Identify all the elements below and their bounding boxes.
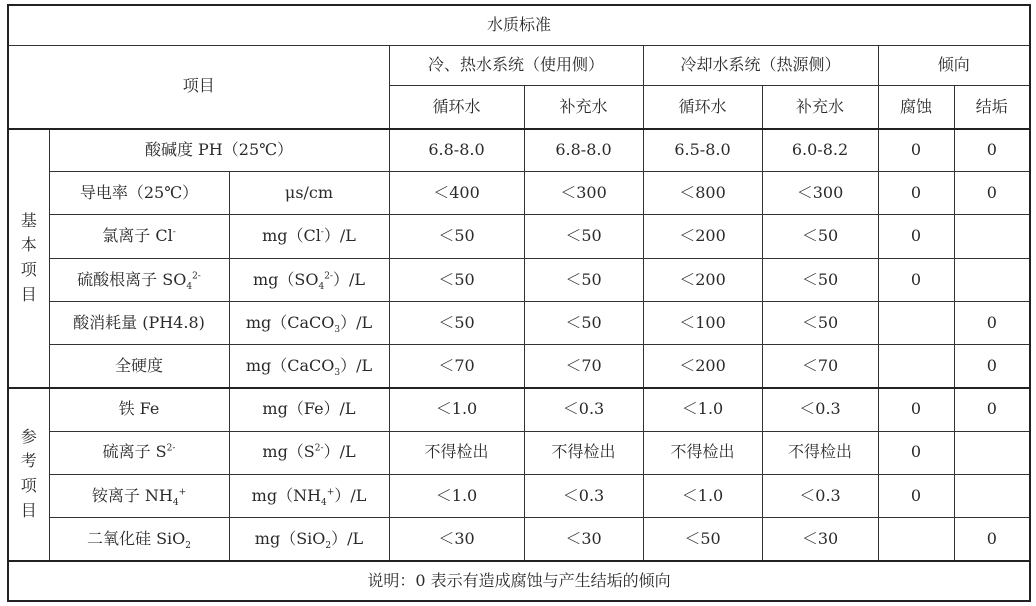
header-group-chilled-hot-water: 冷、热水系统（使用侧） bbox=[389, 45, 643, 85]
item-name: 铵离子 $NH_4^+$ bbox=[49, 474, 229, 517]
value-cell: ＜800 bbox=[643, 172, 762, 215]
item-unit: $mg(S^{2-})/L$ bbox=[229, 431, 389, 474]
table-title: 水质标准 bbox=[8, 5, 1030, 45]
value-cell: ＜300 bbox=[762, 172, 878, 215]
value-cell: ＜0.3 bbox=[762, 474, 878, 517]
value-cell: ＜50 bbox=[762, 301, 878, 344]
value-cell: 不得检出 bbox=[643, 431, 762, 474]
item-name: 酸消耗量 (PH4.8) bbox=[49, 301, 229, 344]
header-circulating-water-2: 循环水 bbox=[643, 85, 762, 128]
table-row bbox=[8, 258, 1030, 301]
item-name: 酸碱度 PH（25℃） bbox=[49, 129, 389, 172]
value-cell: 0 bbox=[954, 388, 1030, 431]
water-quality-table bbox=[7, 4, 1031, 602]
table-row bbox=[8, 431, 1030, 474]
value-cell: 6.8-8.0 bbox=[389, 129, 524, 172]
section-reference-items: 参 考 项 目 bbox=[8, 388, 49, 561]
value-cell: ＜50 bbox=[762, 215, 878, 258]
value-cell: ＜30 bbox=[524, 517, 643, 560]
item-name: 二氧化硅 SiO$_2$ bbox=[49, 517, 229, 560]
item-unit: mg（Cl-）/L bbox=[229, 215, 389, 258]
value-cell: 不得检出 bbox=[389, 431, 524, 474]
value-cell: ＜200 bbox=[643, 215, 762, 258]
value-cell bbox=[878, 517, 954, 560]
item-unit: $mg(SO_4^{2-})/L$ bbox=[229, 258, 389, 301]
header-circulating-water-1: 循环水 bbox=[389, 85, 524, 128]
value-cell: ＜50 bbox=[389, 301, 524, 344]
value-cell bbox=[954, 258, 1030, 301]
table-row bbox=[8, 129, 1030, 172]
value-cell: ＜50 bbox=[389, 215, 524, 258]
value-cell: ＜1.0 bbox=[389, 388, 524, 431]
value-cell: 0 bbox=[878, 172, 954, 215]
value-cell: ＜1.0 bbox=[643, 474, 762, 517]
value-cell bbox=[954, 215, 1030, 258]
header-makeup-water-1: 补充水 bbox=[524, 85, 643, 128]
table-row bbox=[8, 474, 1030, 517]
value-cell: 0 bbox=[878, 258, 954, 301]
value-cell: ＜1.0 bbox=[643, 388, 762, 431]
value-cell: 不得检出 bbox=[762, 431, 878, 474]
item-name: 氯离子 Cl- bbox=[49, 215, 229, 258]
value-cell bbox=[954, 431, 1030, 474]
table-row bbox=[8, 388, 1030, 431]
header-item: 项目 bbox=[8, 45, 389, 128]
item-unit: μs/cm bbox=[229, 172, 389, 215]
table-row bbox=[8, 301, 1030, 344]
value-cell: ＜0.3 bbox=[762, 388, 878, 431]
value-cell: 0 bbox=[878, 431, 954, 474]
value-cell bbox=[878, 345, 954, 388]
value-cell: ＜0.3 bbox=[524, 388, 643, 431]
item-name: 铁 Fe bbox=[49, 388, 229, 431]
table-row bbox=[8, 215, 1030, 258]
value-cell: 不得检出 bbox=[524, 431, 643, 474]
header-group-tendency: 倾向 bbox=[878, 45, 1030, 85]
value-cell: ＜300 bbox=[524, 172, 643, 215]
value-cell: 0 bbox=[954, 129, 1030, 172]
value-cell: 0 bbox=[878, 129, 954, 172]
header-scaling: 结垢 bbox=[954, 85, 1030, 128]
header-row-1 bbox=[8, 45, 1030, 85]
value-cell: ＜50 bbox=[524, 301, 643, 344]
value-cell: ＜50 bbox=[389, 258, 524, 301]
value-cell bbox=[954, 474, 1030, 517]
item-unit: mg（SiO$_2$）/L bbox=[229, 517, 389, 560]
value-cell: ＜30 bbox=[389, 517, 524, 560]
item-unit: $mg(NH_4^+)/L$ bbox=[229, 474, 389, 517]
value-cell: ＜200 bbox=[643, 345, 762, 388]
table-row bbox=[8, 345, 1030, 388]
item-name: 全硬度 bbox=[49, 345, 229, 388]
item-name: 导电率（25℃） bbox=[49, 172, 229, 215]
value-cell: ＜30 bbox=[762, 517, 878, 560]
footer-row bbox=[8, 561, 1030, 601]
item-unit: mg（CaCO$_3$）/L bbox=[229, 345, 389, 388]
item-unit: mg（Fe）/L bbox=[229, 388, 389, 431]
value-cell: 6.0-8.2 bbox=[762, 129, 878, 172]
item-unit: mg（CaCO$_3$）/L bbox=[229, 301, 389, 344]
value-cell: ＜400 bbox=[389, 172, 524, 215]
value-cell: ＜70 bbox=[389, 345, 524, 388]
value-cell: ＜70 bbox=[762, 345, 878, 388]
header-corrosion: 腐蚀 bbox=[878, 85, 954, 128]
table-row bbox=[8, 172, 1030, 215]
value-cell bbox=[878, 301, 954, 344]
value-cell: 6.8-8.0 bbox=[524, 129, 643, 172]
value-cell: 0 bbox=[954, 345, 1030, 388]
value-cell: ＜50 bbox=[643, 517, 762, 560]
value-cell: 0 bbox=[954, 172, 1030, 215]
value-cell: ＜50 bbox=[524, 215, 643, 258]
value-cell: 0 bbox=[878, 215, 954, 258]
header-group-cooling-water: 冷却水系统（热源侧） bbox=[643, 45, 878, 85]
footer-note: 说明：0 表示有造成腐蚀与产生结垢的倾向 bbox=[8, 561, 1030, 601]
value-cell: ＜50 bbox=[762, 258, 878, 301]
value-cell: 6.5-8.0 bbox=[643, 129, 762, 172]
value-cell: ＜100 bbox=[643, 301, 762, 344]
value-cell: 0 bbox=[954, 301, 1030, 344]
value-cell: ＜70 bbox=[524, 345, 643, 388]
header-makeup-water-2: 补充水 bbox=[762, 85, 878, 128]
title-row bbox=[8, 5, 1030, 45]
value-cell: 0 bbox=[878, 474, 954, 517]
section-basic-items: 基 本 项 目 bbox=[8, 129, 49, 388]
value-cell: ＜50 bbox=[524, 258, 643, 301]
table-row bbox=[8, 517, 1030, 560]
item-name: 硫酸根离子 $SO_4^{2-}$ bbox=[49, 258, 229, 301]
value-cell: 0 bbox=[954, 517, 1030, 560]
value-cell: 0 bbox=[878, 388, 954, 431]
value-cell: ＜1.0 bbox=[389, 474, 524, 517]
value-cell: ＜0.3 bbox=[524, 474, 643, 517]
item-name: 硫离子 $S^{2-}$ bbox=[49, 431, 229, 474]
value-cell: ＜200 bbox=[643, 258, 762, 301]
